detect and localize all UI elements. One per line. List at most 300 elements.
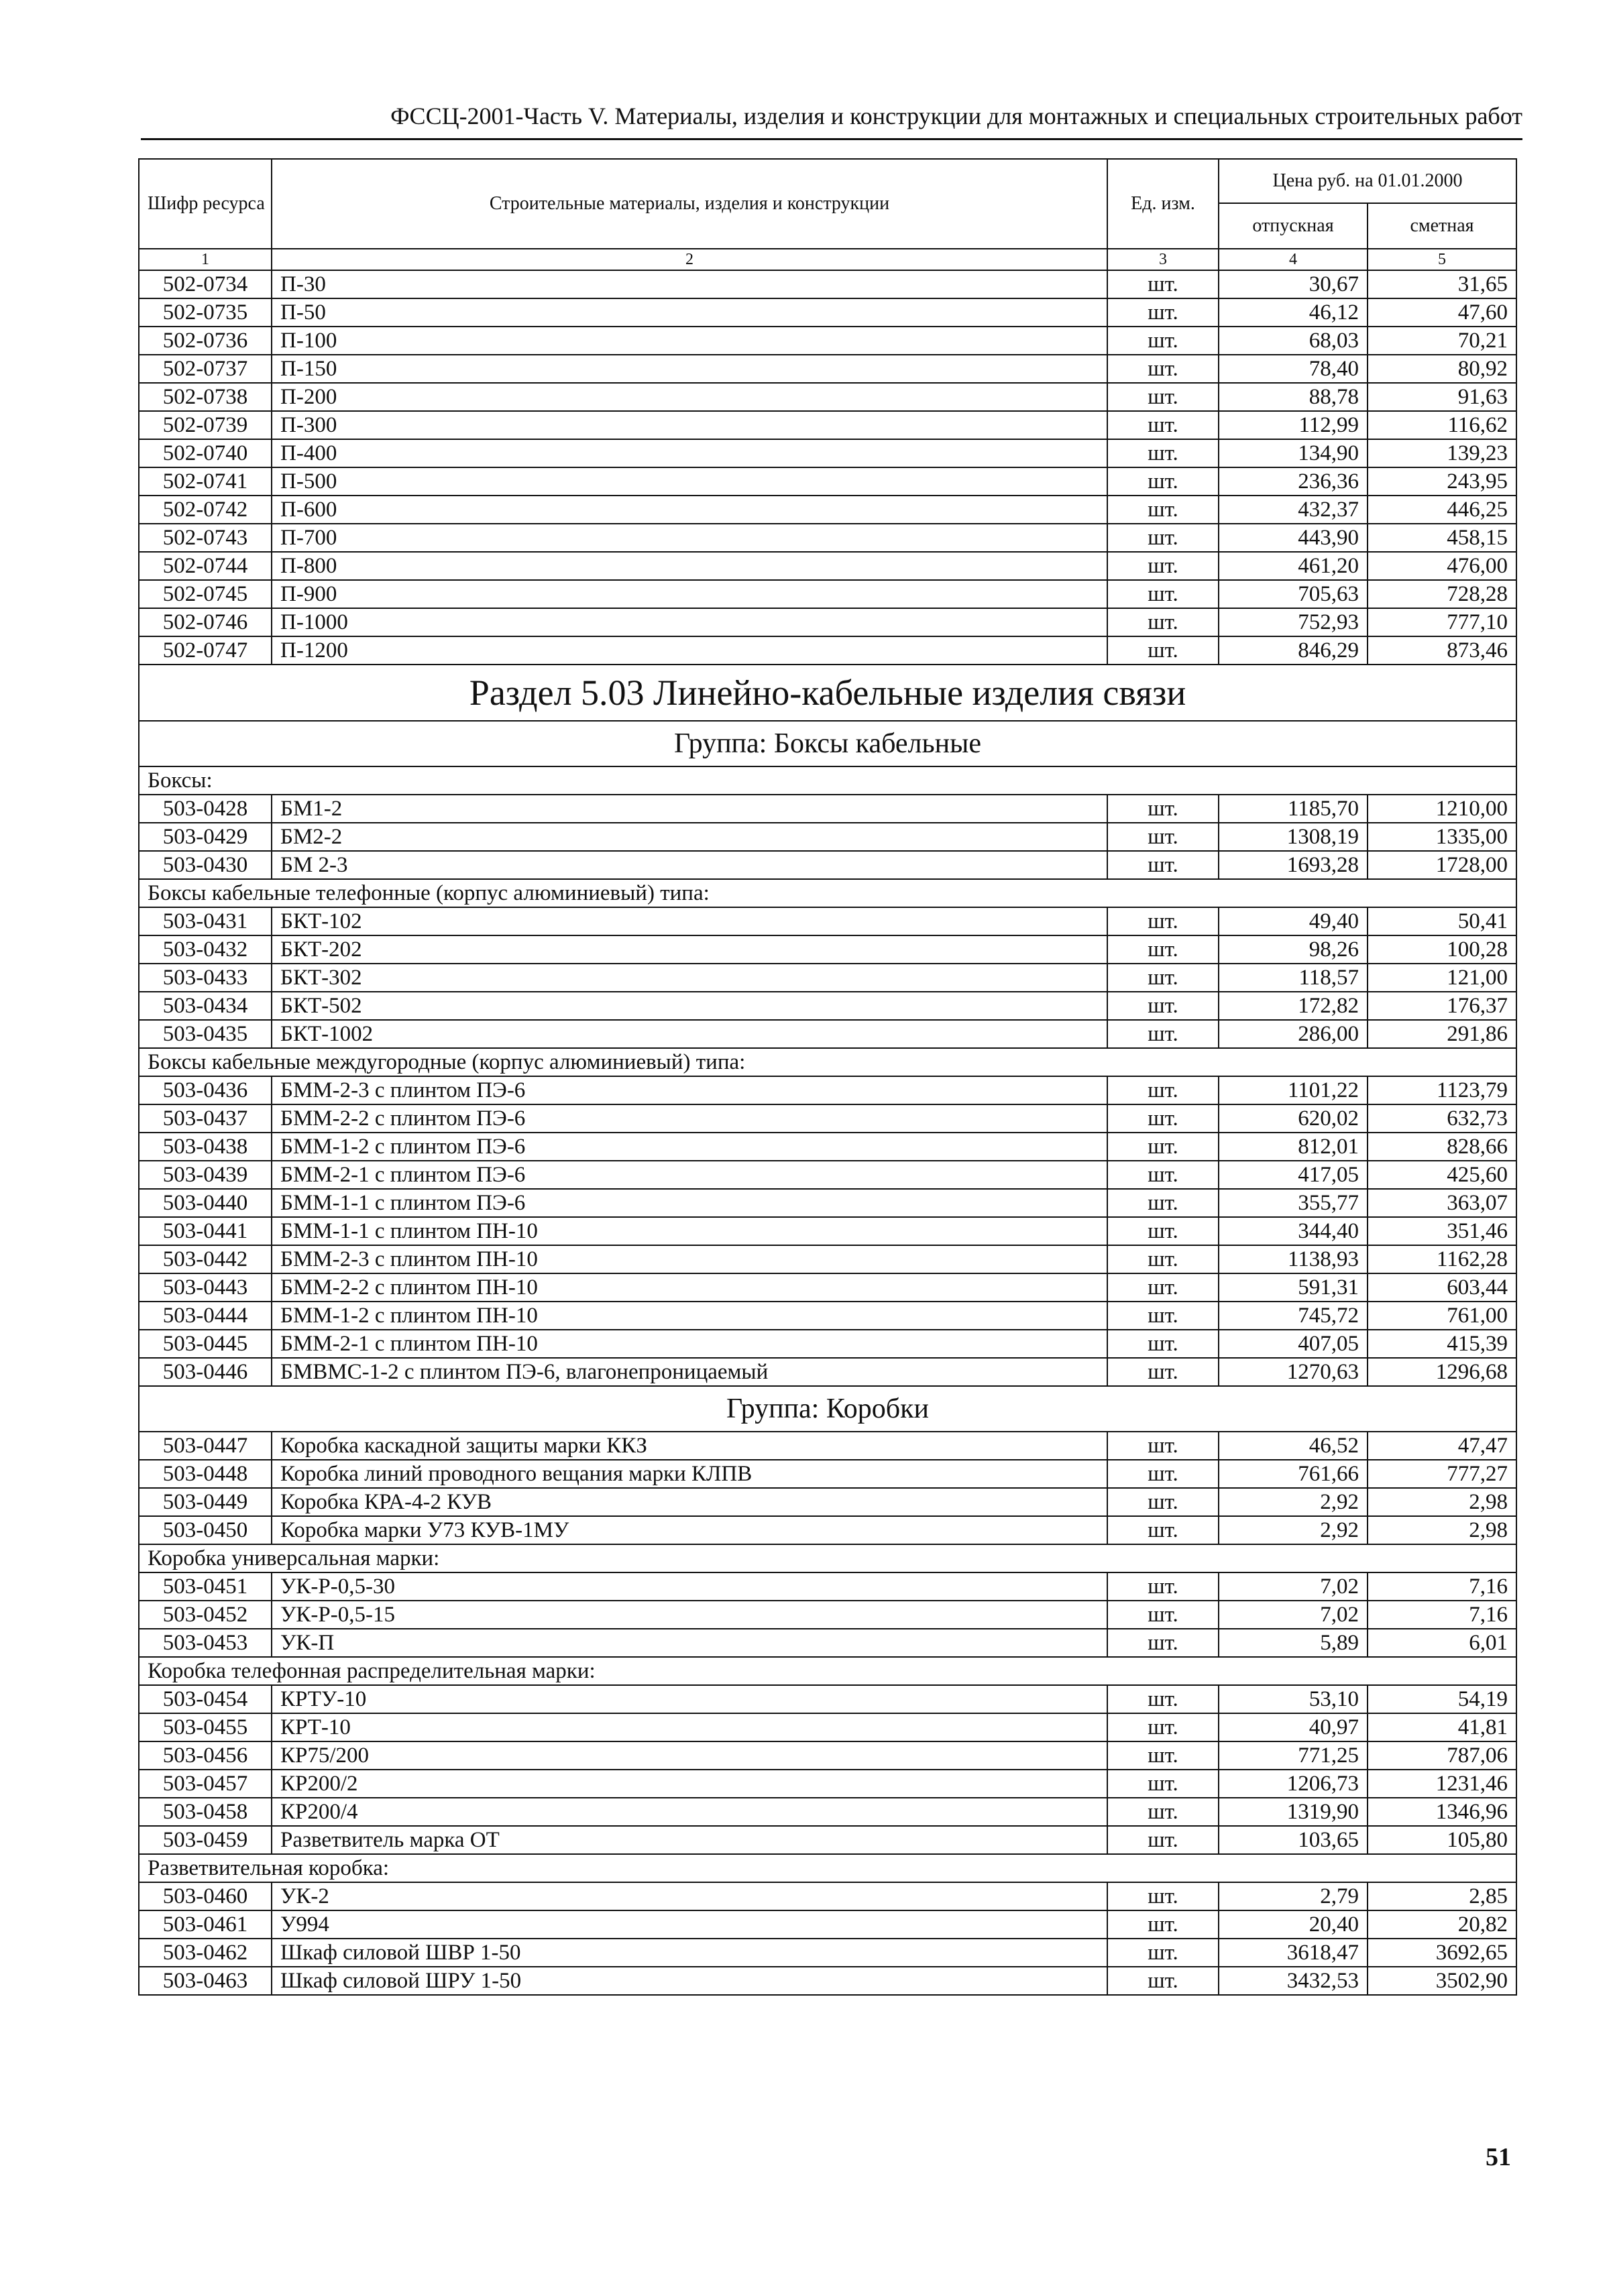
material-name-cell: БКТ-302 xyxy=(272,964,1107,992)
estimate-price-cell: 2,98 xyxy=(1368,1488,1516,1516)
table-row xyxy=(139,383,1516,411)
estimate-price-cell: 6,01 xyxy=(1368,1629,1516,1657)
table-row xyxy=(139,1629,1516,1657)
estimate-price-cell: 351,46 xyxy=(1368,1217,1516,1245)
estimate-price-cell: 632,73 xyxy=(1368,1104,1516,1133)
release-price-cell: 7,02 xyxy=(1219,1601,1368,1629)
material-name-cell: БММ-1-1 с плинтом ПН-10 xyxy=(272,1217,1107,1245)
material-name-cell: Разветвитель марка ОТ xyxy=(272,1826,1107,1854)
resource-code-cell: 503-0439 xyxy=(139,1161,272,1189)
release-price-cell: 40,97 xyxy=(1219,1713,1368,1741)
table-row xyxy=(139,580,1516,608)
estimate-price-cell: 603,44 xyxy=(1368,1273,1516,1302)
material-name-cell: КРТ-10 xyxy=(272,1713,1107,1741)
page-header-title: ФССЦ-2001-Часть V. Материалы, изделия и конструкции для монтажных и специальных строительных работ xyxy=(390,103,1522,129)
estimate-price-cell: 291,86 xyxy=(1368,1020,1516,1048)
estimate-price-cell: 415,39 xyxy=(1368,1330,1516,1358)
release-price-cell: 7,02 xyxy=(1219,1572,1368,1601)
estimate-price-cell: 47,60 xyxy=(1368,298,1516,327)
material-name-cell: БММ-1-2 с плинтом ПЭ-6 xyxy=(272,1133,1107,1161)
col-unit-header: Ед. изм. xyxy=(1107,159,1219,249)
table-row xyxy=(139,1770,1516,1798)
table-row xyxy=(139,327,1516,355)
unit-cell: шт. xyxy=(1107,795,1219,823)
resource-code-cell: 503-0456 xyxy=(139,1741,272,1770)
resource-code-cell: 503-0458 xyxy=(139,1798,272,1826)
subgroup-title: Коробка универсальная марки: xyxy=(139,1544,1516,1572)
material-name-cell: П-800 xyxy=(272,552,1107,580)
material-name-cell: П-700 xyxy=(272,524,1107,552)
table-row xyxy=(139,1302,1516,1330)
unit-cell: шт. xyxy=(1107,1217,1219,1245)
subgroup-row xyxy=(139,1544,1516,1572)
table-row xyxy=(139,1826,1516,1854)
resource-code-cell: 502-0738 xyxy=(139,383,272,411)
unit-cell: шт. xyxy=(1107,1910,1219,1939)
release-price-cell: 745,72 xyxy=(1219,1302,1368,1330)
unit-cell: шт. xyxy=(1107,1741,1219,1770)
resource-code-cell: 502-0741 xyxy=(139,467,272,496)
resource-code-cell: 503-0462 xyxy=(139,1939,272,1967)
material-name-cell: П-30 xyxy=(272,270,1107,298)
unit-cell: шт. xyxy=(1107,496,1219,524)
material-name-cell: КР200/4 xyxy=(272,1798,1107,1826)
resource-code-cell: 502-0744 xyxy=(139,552,272,580)
section-title: Раздел 5.03 Линейно-кабельные изделия связи xyxy=(139,665,1516,721)
table-row xyxy=(139,907,1516,935)
material-name-cell: П-200 xyxy=(272,383,1107,411)
unit-cell: шт. xyxy=(1107,992,1219,1020)
estimate-price-cell: 1162,28 xyxy=(1368,1245,1516,1273)
estimate-price-cell: 121,00 xyxy=(1368,964,1516,992)
release-price-cell: 1319,90 xyxy=(1219,1798,1368,1826)
estimate-price-cell: 3502,90 xyxy=(1368,1967,1516,1995)
release-price-cell: 20,40 xyxy=(1219,1910,1368,1939)
group-title: Группа: Боксы кабельные xyxy=(139,721,1516,766)
resource-code-cell: 502-0737 xyxy=(139,355,272,383)
table-row xyxy=(139,1882,1516,1910)
estimate-price-cell: 105,80 xyxy=(1368,1826,1516,1854)
resource-code-cell: 503-0453 xyxy=(139,1629,272,1657)
unit-cell: шт. xyxy=(1107,1245,1219,1273)
resource-code-cell: 503-0447 xyxy=(139,1432,272,1460)
estimate-price-cell: 458,15 xyxy=(1368,524,1516,552)
material-name-cell: БММ-2-1 с плинтом ПН-10 xyxy=(272,1330,1107,1358)
resource-code-cell: 503-0451 xyxy=(139,1572,272,1601)
unit-cell: шт. xyxy=(1107,964,1219,992)
unit-cell: шт. xyxy=(1107,1273,1219,1302)
table-row xyxy=(139,1076,1516,1104)
release-price-cell: 2,92 xyxy=(1219,1488,1368,1516)
table-row xyxy=(139,1516,1516,1544)
resource-code-cell: 503-0444 xyxy=(139,1302,272,1330)
subgroup-title: Боксы кабельные междугородные (корпус алюминиевый) типа: xyxy=(139,1048,1516,1076)
release-price-cell: 3618,47 xyxy=(1219,1939,1368,1967)
table-body xyxy=(139,270,1516,1995)
section-row xyxy=(139,665,1516,721)
resource-code-cell: 503-0446 xyxy=(139,1358,272,1386)
estimate-price-cell: 787,06 xyxy=(1368,1741,1516,1770)
release-price-cell: 771,25 xyxy=(1219,1741,1368,1770)
material-name-cell: П-50 xyxy=(272,298,1107,327)
group-title: Группа: Коробки xyxy=(139,1386,1516,1432)
release-price-cell: 705,63 xyxy=(1219,580,1368,608)
release-price-cell: 5,89 xyxy=(1219,1629,1368,1657)
unit-cell: шт. xyxy=(1107,1882,1219,1910)
resource-code-cell: 502-0734 xyxy=(139,270,272,298)
unit-cell: шт. xyxy=(1107,1798,1219,1826)
material-name-cell: Шкаф силовой ШВР 1-50 xyxy=(272,1939,1107,1967)
table-row xyxy=(139,1217,1516,1245)
release-price-cell: 112,99 xyxy=(1219,411,1368,439)
table-row xyxy=(139,823,1516,851)
unit-cell: шт. xyxy=(1107,580,1219,608)
unit-cell: шт. xyxy=(1107,1629,1219,1657)
unit-cell: шт. xyxy=(1107,1302,1219,1330)
table-row xyxy=(139,411,1516,439)
unit-cell: шт. xyxy=(1107,1967,1219,1995)
subgroup-title: Разветвительная коробка: xyxy=(139,1854,1516,1882)
material-name-cell: Коробка каскадной защиты марки ККЗ xyxy=(272,1432,1107,1460)
resource-code-cell: 502-0735 xyxy=(139,298,272,327)
table-row xyxy=(139,1460,1516,1488)
estimate-price-cell: 70,21 xyxy=(1368,327,1516,355)
unit-cell: шт. xyxy=(1107,270,1219,298)
table-row xyxy=(139,964,1516,992)
table-row xyxy=(139,1798,1516,1826)
material-name-cell: У994 xyxy=(272,1910,1107,1939)
resource-code-cell: 503-0450 xyxy=(139,1516,272,1544)
column-number-row xyxy=(139,249,1516,270)
unit-cell: шт. xyxy=(1107,907,1219,935)
estimate-price-cell: 2,98 xyxy=(1368,1516,1516,1544)
material-name-cell: БММ-2-2 с плинтом ПЭ-6 xyxy=(272,1104,1107,1133)
release-price-cell: 407,05 xyxy=(1219,1330,1368,1358)
estimate-price-cell: 20,82 xyxy=(1368,1910,1516,1939)
table-row xyxy=(139,524,1516,552)
estimate-price-cell: 828,66 xyxy=(1368,1133,1516,1161)
table-row xyxy=(139,1910,1516,1939)
material-name-cell: П-500 xyxy=(272,467,1107,496)
release-price-cell: 1270,63 xyxy=(1219,1358,1368,1386)
release-price-cell: 355,77 xyxy=(1219,1189,1368,1217)
unit-cell: шт. xyxy=(1107,1330,1219,1358)
unit-cell: шт. xyxy=(1107,1460,1219,1488)
material-name-cell: П-600 xyxy=(272,496,1107,524)
material-name-cell: БММ-2-1 с плинтом ПЭ-6 xyxy=(272,1161,1107,1189)
estimate-price-cell: 777,10 xyxy=(1368,608,1516,636)
material-name-cell: Коробка марки У73 КУВ-1МУ xyxy=(272,1516,1107,1544)
estimate-price-cell: 363,07 xyxy=(1368,1189,1516,1217)
unit-cell: шт. xyxy=(1107,298,1219,327)
column-number: 2 xyxy=(272,249,1107,270)
material-name-cell: БКТ-502 xyxy=(272,992,1107,1020)
release-price-cell: 1693,28 xyxy=(1219,851,1368,879)
resource-code-cell: 503-0441 xyxy=(139,1217,272,1245)
material-name-cell: БММ-2-3 с плинтом ПН-10 xyxy=(272,1245,1107,1273)
material-name-cell: БММ-2-3 с плинтом ПЭ-6 xyxy=(272,1076,1107,1104)
release-price-cell: 344,40 xyxy=(1219,1217,1368,1245)
release-price-cell: 286,00 xyxy=(1219,1020,1368,1048)
resource-code-cell: 503-0459 xyxy=(139,1826,272,1854)
unit-cell: шт. xyxy=(1107,1133,1219,1161)
release-price-cell: 3432,53 xyxy=(1219,1967,1368,1995)
release-price-cell: 53,10 xyxy=(1219,1685,1368,1713)
estimate-price-cell: 1296,68 xyxy=(1368,1358,1516,1386)
release-price-cell: 2,79 xyxy=(1219,1882,1368,1910)
table-row xyxy=(139,1601,1516,1629)
resource-code-cell: 502-0742 xyxy=(139,496,272,524)
resource-code-cell: 503-0455 xyxy=(139,1713,272,1741)
column-number: 5 xyxy=(1368,249,1516,270)
table-row xyxy=(139,298,1516,327)
estimate-price-cell: 1346,96 xyxy=(1368,1798,1516,1826)
unit-cell: шт. xyxy=(1107,1104,1219,1133)
table-row xyxy=(139,1572,1516,1601)
release-price-cell: 1138,93 xyxy=(1219,1245,1368,1273)
material-name-cell: БКТ-102 xyxy=(272,907,1107,935)
material-name-cell: УК-2 xyxy=(272,1882,1107,1910)
group-row xyxy=(139,721,1516,766)
estimate-price-cell: 116,62 xyxy=(1368,411,1516,439)
unit-cell: шт. xyxy=(1107,1432,1219,1460)
unit-cell: шт. xyxy=(1107,439,1219,467)
estimate-price-cell: 91,63 xyxy=(1368,383,1516,411)
unit-cell: шт. xyxy=(1107,1358,1219,1386)
subgroup-row xyxy=(139,766,1516,795)
release-price-cell: 417,05 xyxy=(1219,1161,1368,1189)
resource-code-cell: 503-0435 xyxy=(139,1020,272,1048)
release-price-cell: 68,03 xyxy=(1219,327,1368,355)
material-name-cell: УК-Р-0,5-30 xyxy=(272,1572,1107,1601)
resource-code-cell: 503-0460 xyxy=(139,1882,272,1910)
resource-code-cell: 502-0739 xyxy=(139,411,272,439)
table-row xyxy=(139,795,1516,823)
unit-cell: шт. xyxy=(1107,636,1219,665)
page-header xyxy=(141,101,1522,140)
estimate-price-cell: 761,00 xyxy=(1368,1302,1516,1330)
resource-code-cell: 503-0431 xyxy=(139,907,272,935)
material-name-cell: П-100 xyxy=(272,327,1107,355)
unit-cell: шт. xyxy=(1107,524,1219,552)
table-row xyxy=(139,552,1516,580)
table-row xyxy=(139,1488,1516,1516)
material-name-cell: БКТ-202 xyxy=(272,935,1107,964)
resource-code-cell: 503-0430 xyxy=(139,851,272,879)
table-row xyxy=(139,1245,1516,1273)
release-price-cell: 46,12 xyxy=(1219,298,1368,327)
table-row xyxy=(139,1161,1516,1189)
table-row xyxy=(139,1189,1516,1217)
material-name-cell: КР200/2 xyxy=(272,1770,1107,1798)
table-row xyxy=(139,1741,1516,1770)
unit-cell: шт. xyxy=(1107,1076,1219,1104)
unit-cell: шт. xyxy=(1107,608,1219,636)
unit-cell: шт. xyxy=(1107,1713,1219,1741)
resource-code-cell: 503-0434 xyxy=(139,992,272,1020)
material-name-cell: Шкаф силовой ШРУ 1-50 xyxy=(272,1967,1107,1995)
table-row xyxy=(139,270,1516,298)
material-name-cell: БКТ-1002 xyxy=(272,1020,1107,1048)
release-price-cell: 98,26 xyxy=(1219,935,1368,964)
column-number: 4 xyxy=(1219,249,1368,270)
estimate-price-cell: 2,85 xyxy=(1368,1882,1516,1910)
release-price-cell: 1101,22 xyxy=(1219,1076,1368,1104)
resource-code-cell: 503-0438 xyxy=(139,1133,272,1161)
estimate-price-cell: 1728,00 xyxy=(1368,851,1516,879)
resource-code-cell: 502-0746 xyxy=(139,608,272,636)
estimate-price-cell: 446,25 xyxy=(1368,496,1516,524)
col-name-header: Строительные материалы, изделия и конструкции xyxy=(272,159,1107,249)
subgroup-row xyxy=(139,879,1516,907)
release-price-cell: 236,36 xyxy=(1219,467,1368,496)
unit-cell: шт. xyxy=(1107,1189,1219,1217)
subgroup-title: Боксы: xyxy=(139,766,1516,795)
resource-code-cell: 503-0448 xyxy=(139,1460,272,1488)
material-name-cell: УК-П xyxy=(272,1629,1107,1657)
resource-code-cell: 503-0429 xyxy=(139,823,272,851)
estimate-price-cell: 47,47 xyxy=(1368,1432,1516,1460)
estimate-price-cell: 1210,00 xyxy=(1368,795,1516,823)
col-release-header: отпускная xyxy=(1219,203,1368,249)
subgroup-row xyxy=(139,1657,1516,1685)
unit-cell: шт. xyxy=(1107,851,1219,879)
estimate-price-cell: 873,46 xyxy=(1368,636,1516,665)
release-price-cell: 78,40 xyxy=(1219,355,1368,383)
estimate-price-cell: 100,28 xyxy=(1368,935,1516,964)
table-row xyxy=(139,851,1516,879)
release-price-cell: 49,40 xyxy=(1219,907,1368,935)
unit-cell: шт. xyxy=(1107,1516,1219,1544)
table-row xyxy=(139,1939,1516,1967)
resource-code-cell: 502-0736 xyxy=(139,327,272,355)
resource-code-cell: 503-0436 xyxy=(139,1076,272,1104)
resource-code-cell: 503-0454 xyxy=(139,1685,272,1713)
table-row xyxy=(139,1104,1516,1133)
estimate-price-cell: 1335,00 xyxy=(1368,823,1516,851)
table-row xyxy=(139,636,1516,665)
unit-cell: шт. xyxy=(1107,1020,1219,1048)
estimate-price-cell: 1231,46 xyxy=(1368,1770,1516,1798)
material-name-cell: БМ1-2 xyxy=(272,795,1107,823)
estimate-price-cell: 7,16 xyxy=(1368,1572,1516,1601)
subgroup-row xyxy=(139,1854,1516,1882)
material-name-cell: П-1000 xyxy=(272,608,1107,636)
resource-code-cell: 503-0449 xyxy=(139,1488,272,1516)
release-price-cell: 1308,19 xyxy=(1219,823,1368,851)
material-name-cell: Коробка линий проводного вещания марки КЛПВ xyxy=(272,1460,1107,1488)
group-row xyxy=(139,1386,1516,1432)
table-row xyxy=(139,1685,1516,1713)
subgroup-title: Боксы кабельные телефонные (корпус алюминиевый) типа: xyxy=(139,879,1516,907)
column-number: 1 xyxy=(139,249,272,270)
material-name-cell: КРТУ-10 xyxy=(272,1685,1107,1713)
table-row xyxy=(139,439,1516,467)
unit-cell: шт. xyxy=(1107,1488,1219,1516)
release-price-cell: 30,67 xyxy=(1219,270,1368,298)
table-row xyxy=(139,608,1516,636)
table-header xyxy=(139,159,1516,270)
resource-code-cell: 503-0445 xyxy=(139,1330,272,1358)
release-price-cell: 103,65 xyxy=(1219,1826,1368,1854)
resource-code-cell: 503-0452 xyxy=(139,1601,272,1629)
table-row xyxy=(139,1330,1516,1358)
unit-cell: шт. xyxy=(1107,327,1219,355)
table-row xyxy=(139,355,1516,383)
material-name-cell: БМВМС-1-2 с плинтом ПЭ-6, влагонепроницаемый xyxy=(272,1358,1107,1386)
material-name-cell: БММ-2-2 с плинтом ПН-10 xyxy=(272,1273,1107,1302)
unit-cell: шт. xyxy=(1107,1685,1219,1713)
resource-code-cell: 503-0433 xyxy=(139,964,272,992)
resource-code-cell: 503-0428 xyxy=(139,795,272,823)
unit-cell: шт. xyxy=(1107,1161,1219,1189)
material-name-cell: БМ 2-3 xyxy=(272,851,1107,879)
material-name-cell: Коробка КРА-4-2 КУВ xyxy=(272,1488,1107,1516)
col-code-header: Шифр ресурса xyxy=(139,159,272,249)
estimate-price-cell: 176,37 xyxy=(1368,992,1516,1020)
material-name-cell: УК-Р-0,5-15 xyxy=(272,1601,1107,1629)
estimate-price-cell: 139,23 xyxy=(1368,439,1516,467)
release-price-cell: 1185,70 xyxy=(1219,795,1368,823)
unit-cell: шт. xyxy=(1107,411,1219,439)
unit-cell: шт. xyxy=(1107,1826,1219,1854)
unit-cell: шт. xyxy=(1107,1601,1219,1629)
column-number: 3 xyxy=(1107,249,1219,270)
material-name-cell: П-900 xyxy=(272,580,1107,608)
resource-code-cell: 503-0442 xyxy=(139,1245,272,1273)
table-row xyxy=(139,1967,1516,1995)
release-price-cell: 752,93 xyxy=(1219,608,1368,636)
estimate-price-cell: 476,00 xyxy=(1368,552,1516,580)
estimate-price-cell: 777,27 xyxy=(1368,1460,1516,1488)
unit-cell: шт. xyxy=(1107,1572,1219,1601)
release-price-cell: 591,31 xyxy=(1219,1273,1368,1302)
table-row xyxy=(139,992,1516,1020)
release-price-cell: 432,37 xyxy=(1219,496,1368,524)
estimate-price-cell: 41,81 xyxy=(1368,1713,1516,1741)
estimate-price-cell: 80,92 xyxy=(1368,355,1516,383)
material-name-cell: П-400 xyxy=(272,439,1107,467)
estimate-price-cell: 1123,79 xyxy=(1368,1076,1516,1104)
release-price-cell: 172,82 xyxy=(1219,992,1368,1020)
unit-cell: шт. xyxy=(1107,355,1219,383)
material-name-cell: БММ-1-2 с плинтом ПН-10 xyxy=(272,1302,1107,1330)
release-price-cell: 1206,73 xyxy=(1219,1770,1368,1798)
price-table xyxy=(138,158,1517,1996)
table-row xyxy=(139,935,1516,964)
resource-code-cell: 503-0432 xyxy=(139,935,272,964)
table-row xyxy=(139,496,1516,524)
estimate-price-cell: 54,19 xyxy=(1368,1685,1516,1713)
subgroup-title: Коробка телефонная распределительная марки: xyxy=(139,1657,1516,1685)
resource-code-cell: 503-0443 xyxy=(139,1273,272,1302)
table-row xyxy=(139,1133,1516,1161)
table-row xyxy=(139,1713,1516,1741)
release-price-cell: 461,20 xyxy=(1219,552,1368,580)
release-price-cell: 46,52 xyxy=(1219,1432,1368,1460)
release-price-cell: 812,01 xyxy=(1219,1133,1368,1161)
resource-code-cell: 502-0740 xyxy=(139,439,272,467)
unit-cell: шт. xyxy=(1107,467,1219,496)
release-price-cell: 118,57 xyxy=(1219,964,1368,992)
unit-cell: шт. xyxy=(1107,552,1219,580)
table-row xyxy=(139,1358,1516,1386)
estimate-price-cell: 3692,65 xyxy=(1368,1939,1516,1967)
table-row xyxy=(139,1020,1516,1048)
unit-cell: шт. xyxy=(1107,823,1219,851)
estimate-price-cell: 728,28 xyxy=(1368,580,1516,608)
unit-cell: шт. xyxy=(1107,1770,1219,1798)
